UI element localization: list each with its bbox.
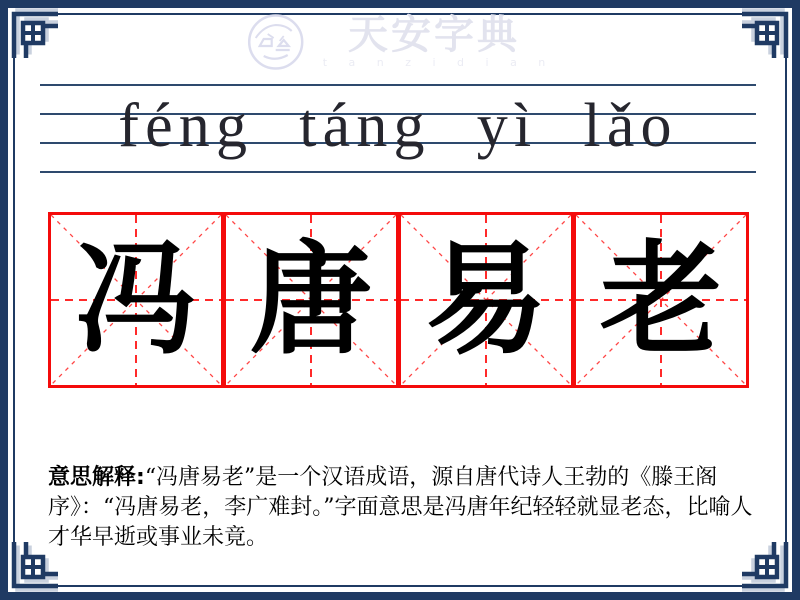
character-box — [48, 212, 224, 388]
pinyin-staff-line — [40, 84, 756, 86]
pinyin-syllable: féng — [118, 92, 254, 160]
character-box — [398, 212, 574, 388]
pinyin-syllable: táng — [299, 92, 431, 160]
explanation-label: 意思解释: — [48, 465, 145, 490]
pinyin-syllable: lǎo — [583, 92, 678, 160]
brand-subtitle: t a n z i d i a n — [322, 56, 555, 69]
character-grid — [48, 212, 749, 388]
explanation — [48, 463, 762, 553]
brand-seal-icon — [246, 12, 306, 72]
corner-fret-ornament-icon — [8, 8, 58, 58]
explanation-text: “冯唐易老”是一个汉语成语，源自唐代诗人王勃的《滕王阁序》：“冯唐易老，李广难封。”字面意思是冯唐年纪轻轻就显老态，比喻人才华早逝或事业未竟。 — [48, 465, 753, 550]
character-box — [573, 212, 749, 388]
pinyin-syllable: yì — [476, 92, 538, 160]
corner-fret-ornament-icon — [742, 8, 792, 58]
pinyin-staff-line — [40, 171, 756, 173]
character-glyph: 冯 — [75, 229, 197, 371]
character-glyph: 易 — [425, 229, 547, 371]
brand-logo[interactable] — [246, 12, 555, 72]
character-box — [223, 212, 399, 388]
character-glyph: 老 — [600, 229, 722, 371]
pinyin-row — [40, 92, 756, 160]
brand-title: 天安字典 — [348, 12, 520, 58]
character-glyph: 唐 — [250, 229, 372, 371]
